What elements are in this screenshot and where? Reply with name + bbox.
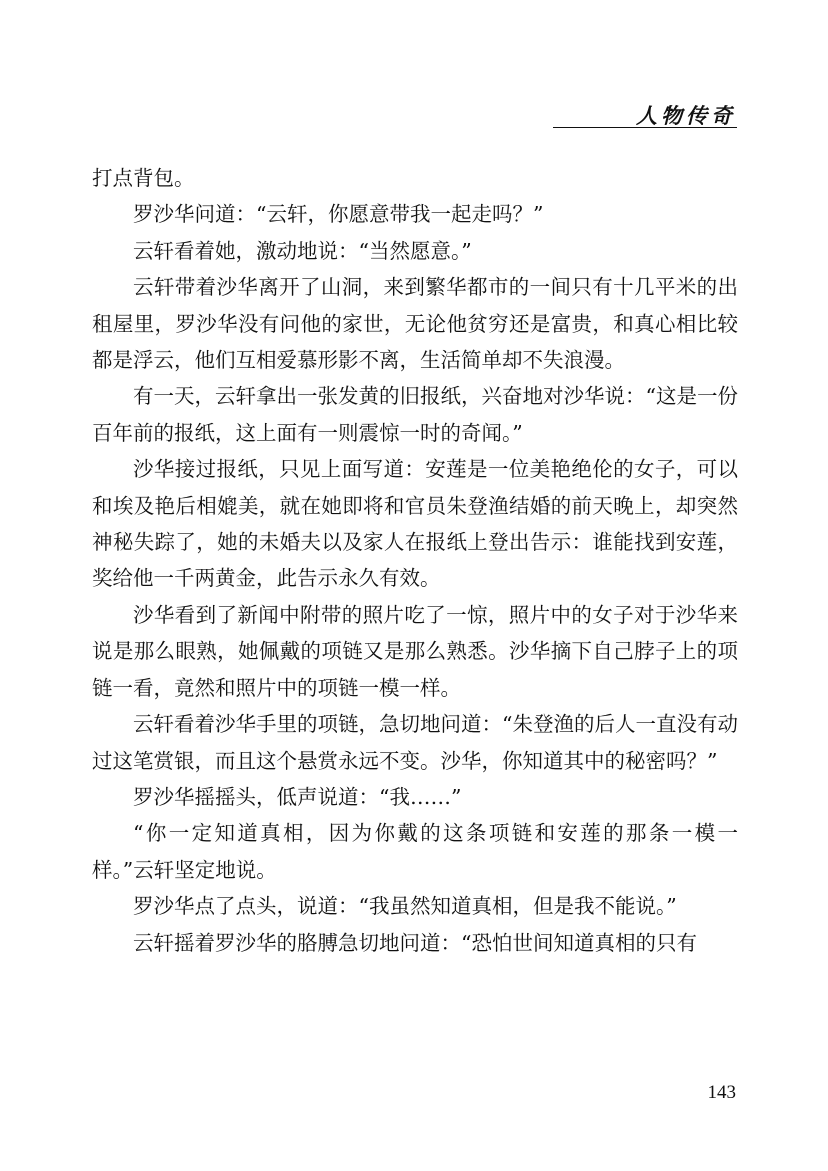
paragraph-9: 罗沙华摇摇头，低声说道：“我……”: [133, 784, 462, 809]
paragraph-3: 云轩看着她，激动地说：“当然愿意。”: [133, 238, 472, 263]
paragraph-11: 罗沙华点了点头，说道：“我虽然知道真相，但是我不能说。”: [133, 894, 677, 919]
page-number: 143: [707, 1082, 736, 1103]
paragraph-7: 沙华看到了新闻中附带的照片吃了一惊，照片中的女子对于沙华来说是那么眼熟，她佩戴的项链又是那么熟悉。沙华摘下自己脖子上的项链一看，竟然和照片中的项链一模一样。: [92, 602, 738, 700]
paragraph-8: 云轩看着沙华手里的项链，急切地问道：“朱登渔的后人一直没有动过这笔赏银，而且这个悬赏永远不变。沙华，你知道其中的秘密吗？”: [92, 712, 738, 773]
paragraph-1: 打点背包。: [92, 166, 195, 190]
paragraph-5: 有一天，云轩拿出一张发黄的旧报纸，兴奋地对沙华说：“这是一份百年前的报纸，这上面有一则震惊一时的奇闻。”: [92, 384, 738, 445]
paragraph-6: 沙华接过报纸，只见上面写道：安莲是一位美艳绝伦的女子，可以和埃及艳后相媲美，就在她即将和官员朱登渔结婚的前天晚上，却突然神秘失踪了，她的未婚夫以及家人在报纸上登出告示：谁能找到安莲，奖给他一千两黄金，此告示永久有效。: [92, 457, 738, 591]
paragraph-2: 罗沙华问道：“云轩，你愿意带我一起走吗？”: [133, 202, 544, 227]
header-divider: [553, 127, 737, 128]
body-text: [92, 160, 738, 961]
paragraph-10: “你一定知道真相，因为你戴的这条项链和安莲的那条一模一样。”云轩坚定地说。: [92, 821, 738, 882]
paragraph-12: 云轩摇着罗沙华的胳膊急切地问道：“恐怕世间知道真相的只有: [133, 930, 697, 955]
section-title: 人物传奇: [636, 104, 736, 128]
paragraph-4: 云轩带着沙华离开了山洞，来到繁华都市的一间只有十几平米的出租屋里，罗沙华没有问他的家世，无论他贫穷还是富贵，和真心相比较都是浮云，他们互相爱慕形影不离，生活简单却不失浪漫。: [92, 275, 738, 373]
